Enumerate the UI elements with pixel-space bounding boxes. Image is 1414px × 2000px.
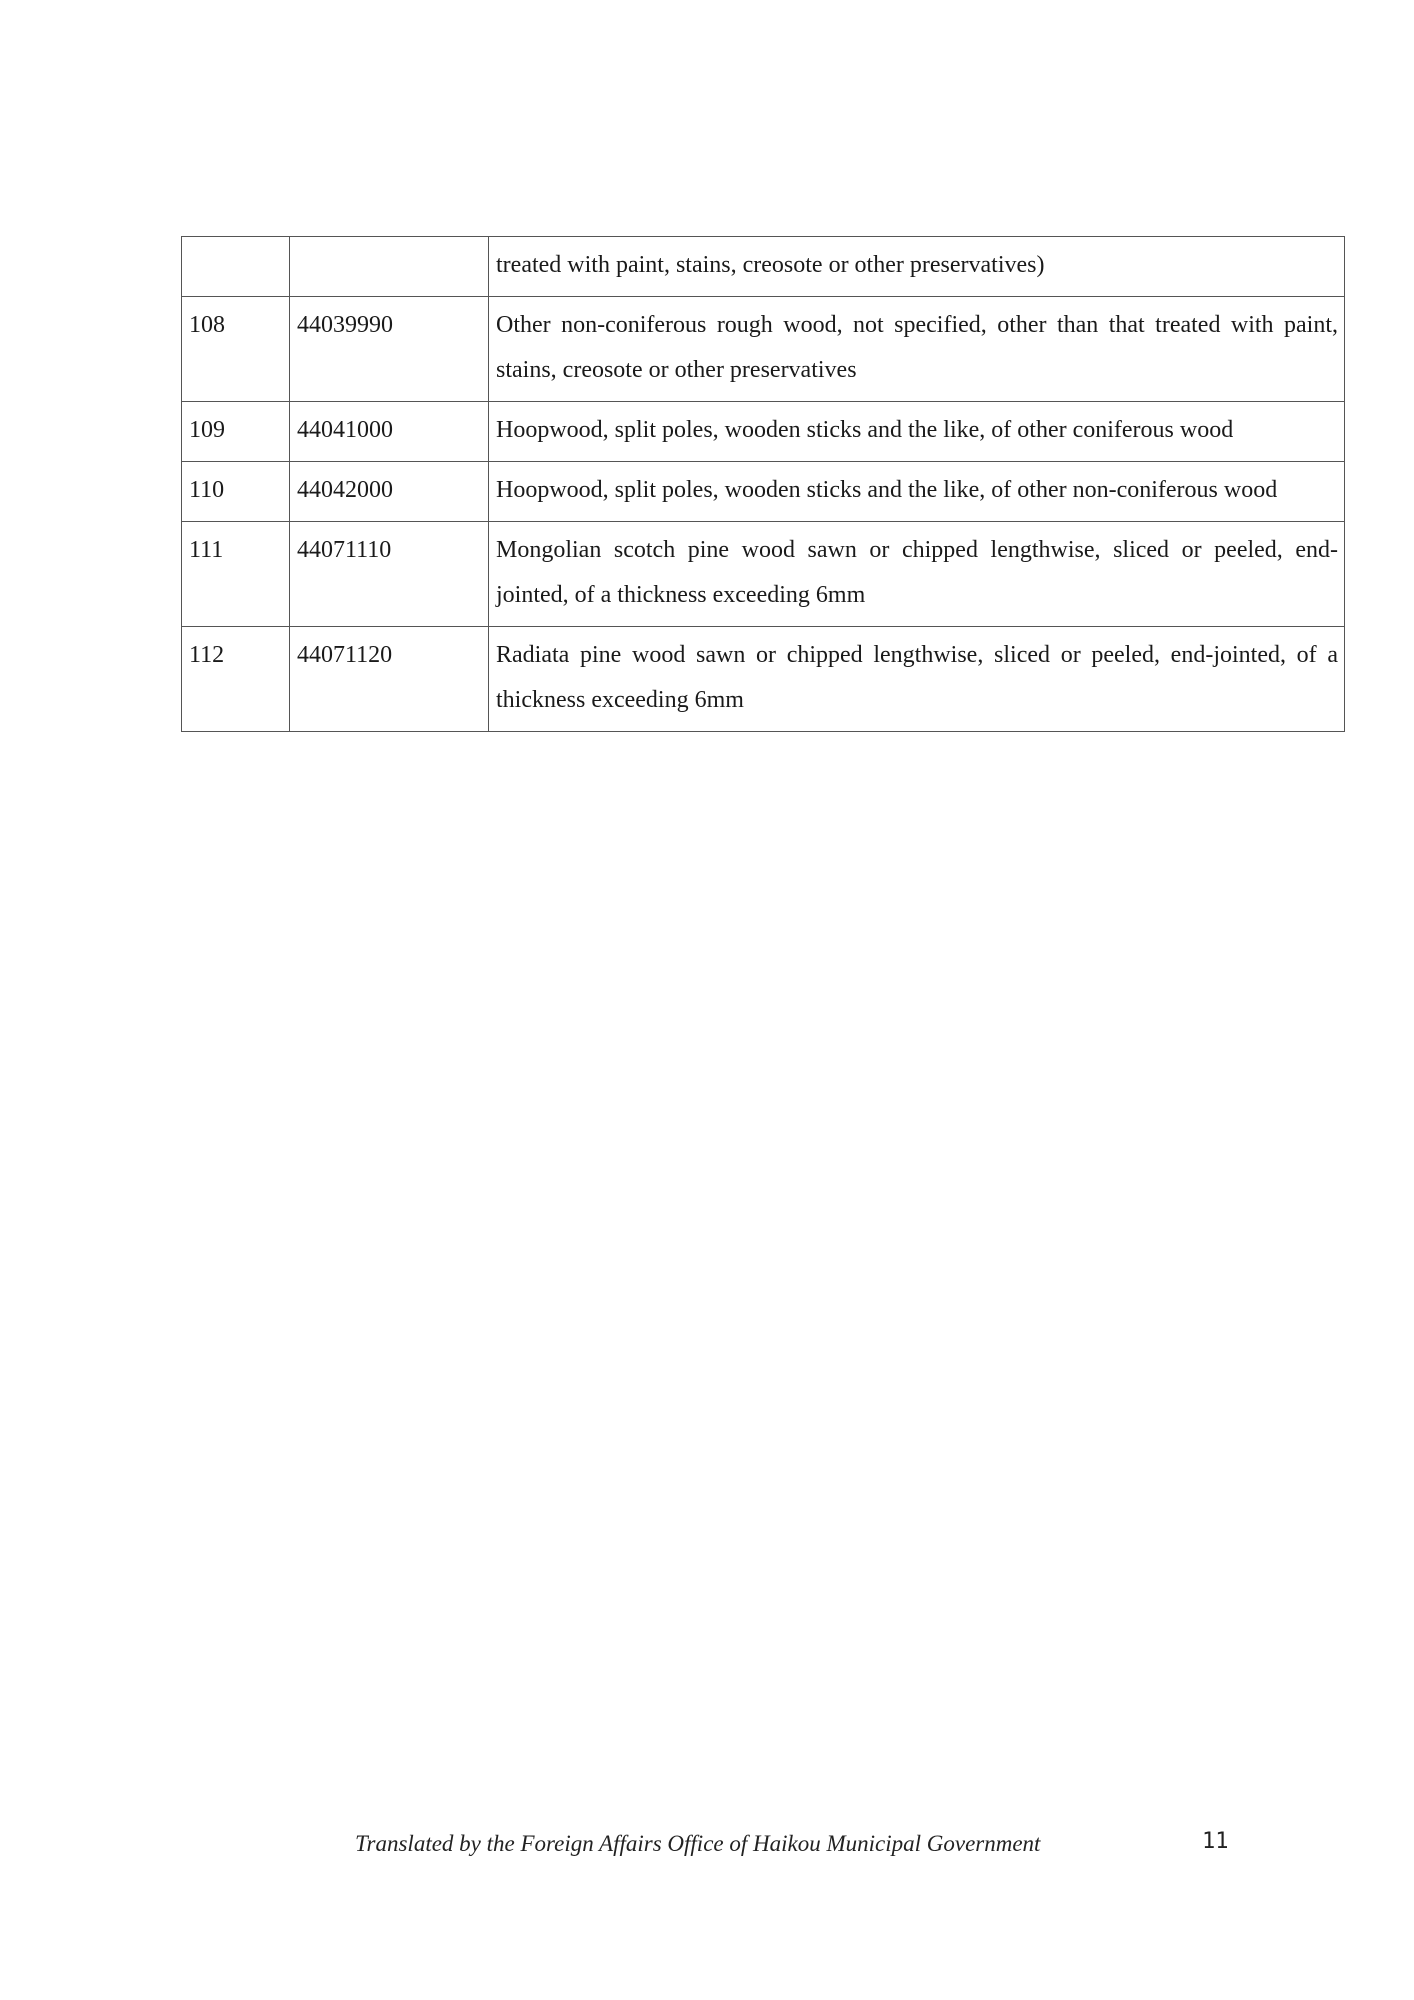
table-row [182,402,1345,462]
tariff-table [181,236,1345,732]
description-cell: Hoopwood, split poles, wooden sticks and the like, of other non-coniferous wood [489,462,1345,522]
description-cell: Mongolian scotch pine wood sawn or chipped lengthwise, sliced or peeled, end-jointed, of a thickness exceeding 6mm [489,522,1345,627]
description-cell: Other non-coniferous rough wood, not specified, other than that treated with paint, stains, creosote or other preservatives [489,297,1345,402]
footer-attribution: Translated by the Foreign Affairs Office of Haikou Municipal Government [355,1831,1041,1856]
description-cell: Radiata pine wood sawn or chipped lengthwise, sliced or peeled, end-jointed, of a thickness exceeding 6mm [489,627,1345,732]
tariff-code-cell: 44071120 [290,627,489,732]
item-number-cell: 108 [182,297,290,402]
description-cell: treated with paint, stains, creosote or other preservatives) [489,237,1345,297]
tariff-code-cell: 44041000 [290,402,489,462]
description-cell: Hoopwood, split poles, wooden sticks and the like, of other coniferous wood [489,402,1345,462]
item-number-cell: 110 [182,462,290,522]
table-row [182,297,1345,402]
tariff-code-cell [290,237,489,297]
item-number-cell: 111 [182,522,290,627]
item-number-cell [182,237,290,297]
tariff-code-cell: 44042000 [290,462,489,522]
item-number-cell: 109 [182,402,290,462]
table-row [182,462,1345,522]
item-number-cell: 112 [182,627,290,732]
tariff-code-cell: 44039990 [290,297,489,402]
table-row [182,237,1345,297]
table-row [182,627,1345,732]
table-row [182,522,1345,627]
page-number: 11 [1202,1829,1229,1854]
tariff-code-cell: 44071110 [290,522,489,627]
